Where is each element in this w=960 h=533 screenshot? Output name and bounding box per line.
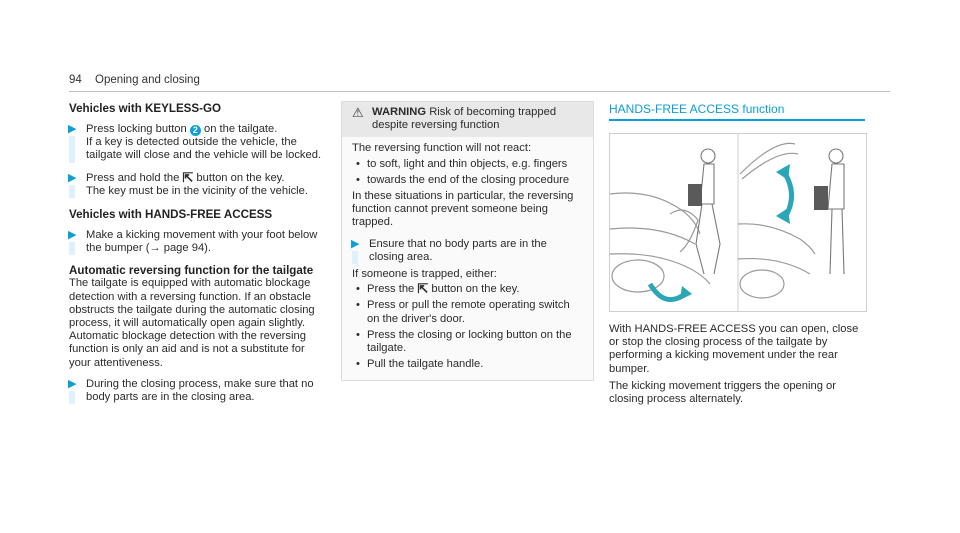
column-middle: [341, 101, 594, 381]
locking-button-badge: 2: [190, 125, 201, 136]
step-arrow-icon: ▶: [351, 237, 360, 250]
column-right: [609, 101, 865, 406]
step-press-hold-key-button: ▶ Press and hold the ⇱ button on the key. The key must be in the vicinity of the vehicle.: [69, 172, 327, 198]
step-bar: [69, 136, 75, 163]
warning-triangle-icon: ⚠: [352, 105, 364, 120]
bag-right: [814, 186, 828, 210]
list-item: • Press the closing or locking button on the tailgate.: [356, 328, 572, 355]
warning-list-conditions: [352, 158, 583, 187]
heading-hands-free: Vehicles with HANDS-FREE ACCESS: [69, 208, 273, 222]
step-note: The key must be in the vicinity of the vehicle.: [86, 184, 308, 197]
step-arrow-icon: ▶: [68, 171, 77, 184]
tailgate-icon: ⇱: [417, 281, 429, 297]
step-press-locking-button: ▶ Press locking button 2 on the tailgate. If a key is detected outside the vehicle, the tailgate will close and the vehicle will be locked.: [69, 123, 327, 163]
column-left: [69, 101, 327, 413]
step-arrow-icon: ▶: [68, 123, 77, 135]
step-kicking-movement: ▶ Make a kicking movement with your foot below the bumper (→ page 94).: [68, 229, 318, 255]
step-arrow-icon: ▶: [68, 229, 77, 242]
list-item: • towards the end of the closing procedure: [356, 173, 570, 186]
list-item: • Press the ⇱ button on the key.: [356, 281, 520, 297]
tailgate-icon: ⇱: [182, 169, 194, 185]
step-arrow-icon: ▶: [68, 377, 77, 390]
reversing-section: [69, 264, 327, 369]
heading-keyless-go: Vehicles with KEYLESS-GO: [69, 102, 222, 115]
bag-left: [688, 184, 702, 206]
section-title-rule: [609, 119, 865, 121]
warning-title: Risk of becoming trapped despite reversing function: [372, 106, 557, 132]
step-note: If a key is detected outside the vehicle, the tailgate will close and the vehicle will be locked.: [86, 136, 322, 162]
step-bar: [352, 251, 358, 264]
illustration-svg: [610, 134, 866, 311]
heading-reversing: Automatic reversing function for the tailgate: [69, 264, 314, 278]
warning-step: ▶ Ensure that no body parts are in the closing area.: [351, 237, 547, 263]
chapter-title: Opening and closing: [95, 74, 200, 86]
page-number: 94: [69, 74, 82, 86]
running-header: [69, 74, 200, 87]
step-bar: [69, 242, 75, 255]
reversing-text: The tailgate is equipped with automatic blockage detection with a reversing function. If an obstacle obstructs the tailgate during the automatic closing process, it will automatically open again slightly. Automatic blockage detection with the reversing function is only an aid and is not a substitute for your attentiveness.: [69, 277, 315, 369]
section-title: HANDS-FREE ACCESS function: [609, 102, 785, 116]
warning-header: [342, 102, 593, 137]
hands-free-description: [609, 323, 865, 406]
list-item: • Pull the tailgate handle.: [356, 358, 484, 371]
step-bar: [69, 185, 75, 198]
warning-label: WARNING: [372, 106, 427, 118]
warning-intro: The reversing function will not react:: [352, 142, 532, 155]
step-closing-safety: ▶ During the closing process, make sure that no body parts are in the closing area.: [68, 377, 314, 404]
hands-free-para-2: The kicking movement triggers the opening or closing process alternately.: [609, 379, 836, 406]
header-divider: [69, 91, 890, 92]
hands-free-illustration: [609, 133, 867, 312]
step-bar: [69, 391, 75, 404]
warning-list-actions: [352, 283, 583, 371]
warning-box: [341, 101, 594, 381]
warning-body: [342, 137, 593, 380]
list-item: • Press or pull the remote operating switch on the driver's door.: [356, 299, 570, 325]
warning-if-trapped: If someone is trapped, either:: [352, 268, 497, 281]
list-item: • to soft, light and thin objects, e.g. fingers: [356, 157, 568, 170]
hands-free-para-1: With HANDS-FREE ACCESS you can open, close or stop the closing process of the tailgate by performing a kicking movement under the rear bumper.: [609, 323, 859, 375]
warning-paragraph: In these situations in particular, the reversing function cannot prevent someone being trapped.: [352, 190, 574, 229]
